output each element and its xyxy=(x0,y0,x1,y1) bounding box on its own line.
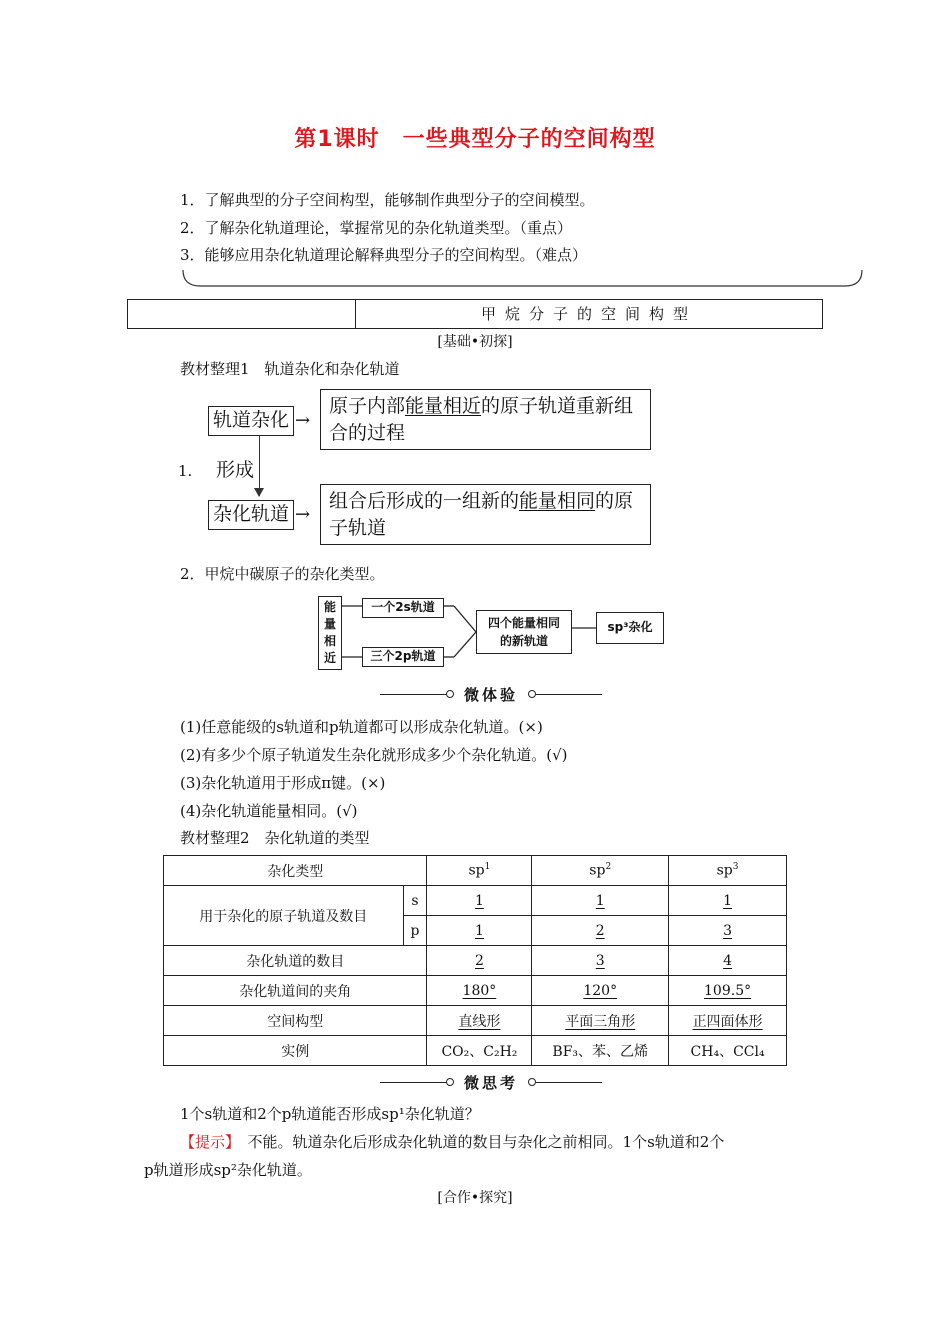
table-row xyxy=(164,946,787,976)
cell-count-sp2: 3 xyxy=(532,946,669,976)
cell-count-header: 杂化轨道的数目 xyxy=(164,946,427,976)
flow-number: 1. xyxy=(178,462,193,480)
micro-exp-4: (4)杂化轨道能量相同。(√) xyxy=(180,802,358,820)
cell-angle-sp1: 180° xyxy=(427,976,532,1006)
cell-example-sp3: CH₄、CCl₄ xyxy=(669,1036,787,1066)
section-header xyxy=(127,299,823,329)
cell-shape-sp3: 正四面体形 xyxy=(669,1006,787,1036)
hint-line-1 xyxy=(180,1131,724,1152)
energy-close-label xyxy=(318,596,342,670)
flow-def2 xyxy=(320,484,651,545)
micro-think-label: 微思考 xyxy=(463,1074,518,1092)
item-2: 2．甲烷中碳原子的杂化类型。 xyxy=(180,565,385,583)
cell-count-sp3: 4 xyxy=(669,946,787,976)
cell-shape-sp2: 平面三角形 xyxy=(532,1006,669,1036)
flow-arrow-label: 形成 xyxy=(216,459,255,481)
cell-p-sp1: 1 xyxy=(427,916,532,946)
cell-s-sp1: 1 xyxy=(427,886,532,916)
table-row xyxy=(164,856,787,886)
def1-underlined: 能量相近 xyxy=(405,395,482,417)
new-orbitals-line2: 的新轨道 xyxy=(499,634,548,648)
question: 1个s轨道和2个p轨道能否形成sp¹杂化轨道？ xyxy=(180,1105,480,1123)
table-row xyxy=(164,886,787,916)
cell-angle-sp3: 109.5° xyxy=(669,976,787,1006)
arrow-down-icon xyxy=(254,488,264,497)
cell-sp1: $sp^1$ xyxy=(427,856,532,886)
hint-label: 【提示】 xyxy=(180,1133,233,1151)
box-new-orbitals xyxy=(476,610,572,654)
table-row xyxy=(164,1036,787,1066)
objective-3: 3．能够应用杂化轨道理论解释典型分子的空间构型。（难点） xyxy=(180,246,588,264)
cell-orbitals-header: 用于杂化的原子轨道及数目 xyxy=(164,886,404,946)
material2-heading: 教材整理2 杂化轨道的类型 xyxy=(180,829,370,847)
cell-p-sp3: 3 xyxy=(669,916,787,946)
cell-angle-sp2: 120° xyxy=(532,976,669,1006)
def1-post: 的原子轨道重新组合的过程 xyxy=(329,395,634,444)
cell-s-sp2: 1 xyxy=(532,886,669,916)
table-row xyxy=(164,1006,787,1036)
cell-sp2: $sp^2$ xyxy=(532,856,669,886)
cell-p-label: p xyxy=(403,916,427,946)
def2-underlined: 能量相同 xyxy=(519,490,596,512)
micro-think-band xyxy=(380,1072,602,1092)
char-3: 相 xyxy=(323,634,336,648)
hint-line-2: p轨道形成sp²杂化轨道。 xyxy=(144,1161,312,1179)
cell-sp3: $sp^3$ xyxy=(669,856,787,886)
arrow-icon: → xyxy=(295,410,311,431)
hybridization-table xyxy=(163,855,787,1066)
micro-exp-2: (2)有多少个原子轨道发生杂化就形成多少个杂化轨道。(√) xyxy=(180,746,568,764)
micro-exp-band xyxy=(380,684,602,704)
section-title: 甲烷分子的空间构型 xyxy=(480,305,697,323)
cell-p-sp2: 2 xyxy=(532,916,669,946)
hint-text-1: 不能。轨道杂化后形成杂化轨道的数目与杂化之前相同。1个s轨道和2个 xyxy=(247,1133,725,1151)
table-row xyxy=(164,976,787,1006)
char-2: 量 xyxy=(323,617,336,631)
box-2p: 三个2p轨道 xyxy=(362,647,444,667)
micro-exp-1: (1)任意能级的s轨道和p轨道都可以形成杂化轨道。(×) xyxy=(180,718,543,736)
cell-count-sp1: 2 xyxy=(427,946,532,976)
cell-type-header: 杂化类型 xyxy=(164,856,427,886)
flow-box-hybridization: 轨道杂化 xyxy=(208,406,294,436)
arrow-icon-2: → xyxy=(295,504,311,525)
cell-shape-header: 空间构型 xyxy=(164,1006,427,1036)
tag-basic: [基础•初探] xyxy=(437,334,513,350)
char-4: 近 xyxy=(323,651,336,665)
cell-example-sp2: BF₃、苯、乙烯 xyxy=(532,1036,669,1066)
box-sp3: sp³杂化 xyxy=(596,612,664,644)
def1-pre: 原子内部 xyxy=(329,395,406,417)
cell-example-header: 实例 xyxy=(164,1036,427,1066)
material1-heading: 教材整理1 轨道杂化和杂化轨道 xyxy=(180,360,400,378)
flow-def1 xyxy=(320,389,651,450)
cell-angle-header: 杂化轨道间的夹角 xyxy=(164,976,427,1006)
char-1: 能 xyxy=(323,600,336,614)
objective-2: 2．了解杂化轨道理论，掌握常见的杂化轨道类型。（重点） xyxy=(180,219,573,237)
box-2s: 一个2s轨道 xyxy=(362,598,444,618)
objective-1: 1．了解典型的分子空间构型，能够制作典型分子的空间模型。 xyxy=(180,191,595,209)
objective-brace xyxy=(180,268,865,290)
page-title: 第1课时 一些典型分子的空间构型 xyxy=(294,127,656,152)
def2-post: 的原子轨道 xyxy=(329,490,634,539)
tag-coop: [合作•探究] xyxy=(437,1190,513,1206)
micro-exp-3: (3)杂化轨道用于形成π键。(×) xyxy=(180,774,386,792)
cell-shape-sp1: 直线形 xyxy=(427,1006,532,1036)
def2-pre: 组合后形成的一组新的 xyxy=(329,490,520,512)
cell-s-sp3: 1 xyxy=(669,886,787,916)
micro-exp-label: 微体验 xyxy=(463,686,518,704)
flow-arrow-line xyxy=(259,436,260,496)
cell-s-label: s xyxy=(403,886,427,916)
flow-box-hybrid-orbital: 杂化轨道 xyxy=(208,500,294,530)
new-orbitals-line1: 四个能量相同 xyxy=(487,616,560,630)
cell-example-sp1: CO₂、C₂H₂ xyxy=(427,1036,532,1066)
